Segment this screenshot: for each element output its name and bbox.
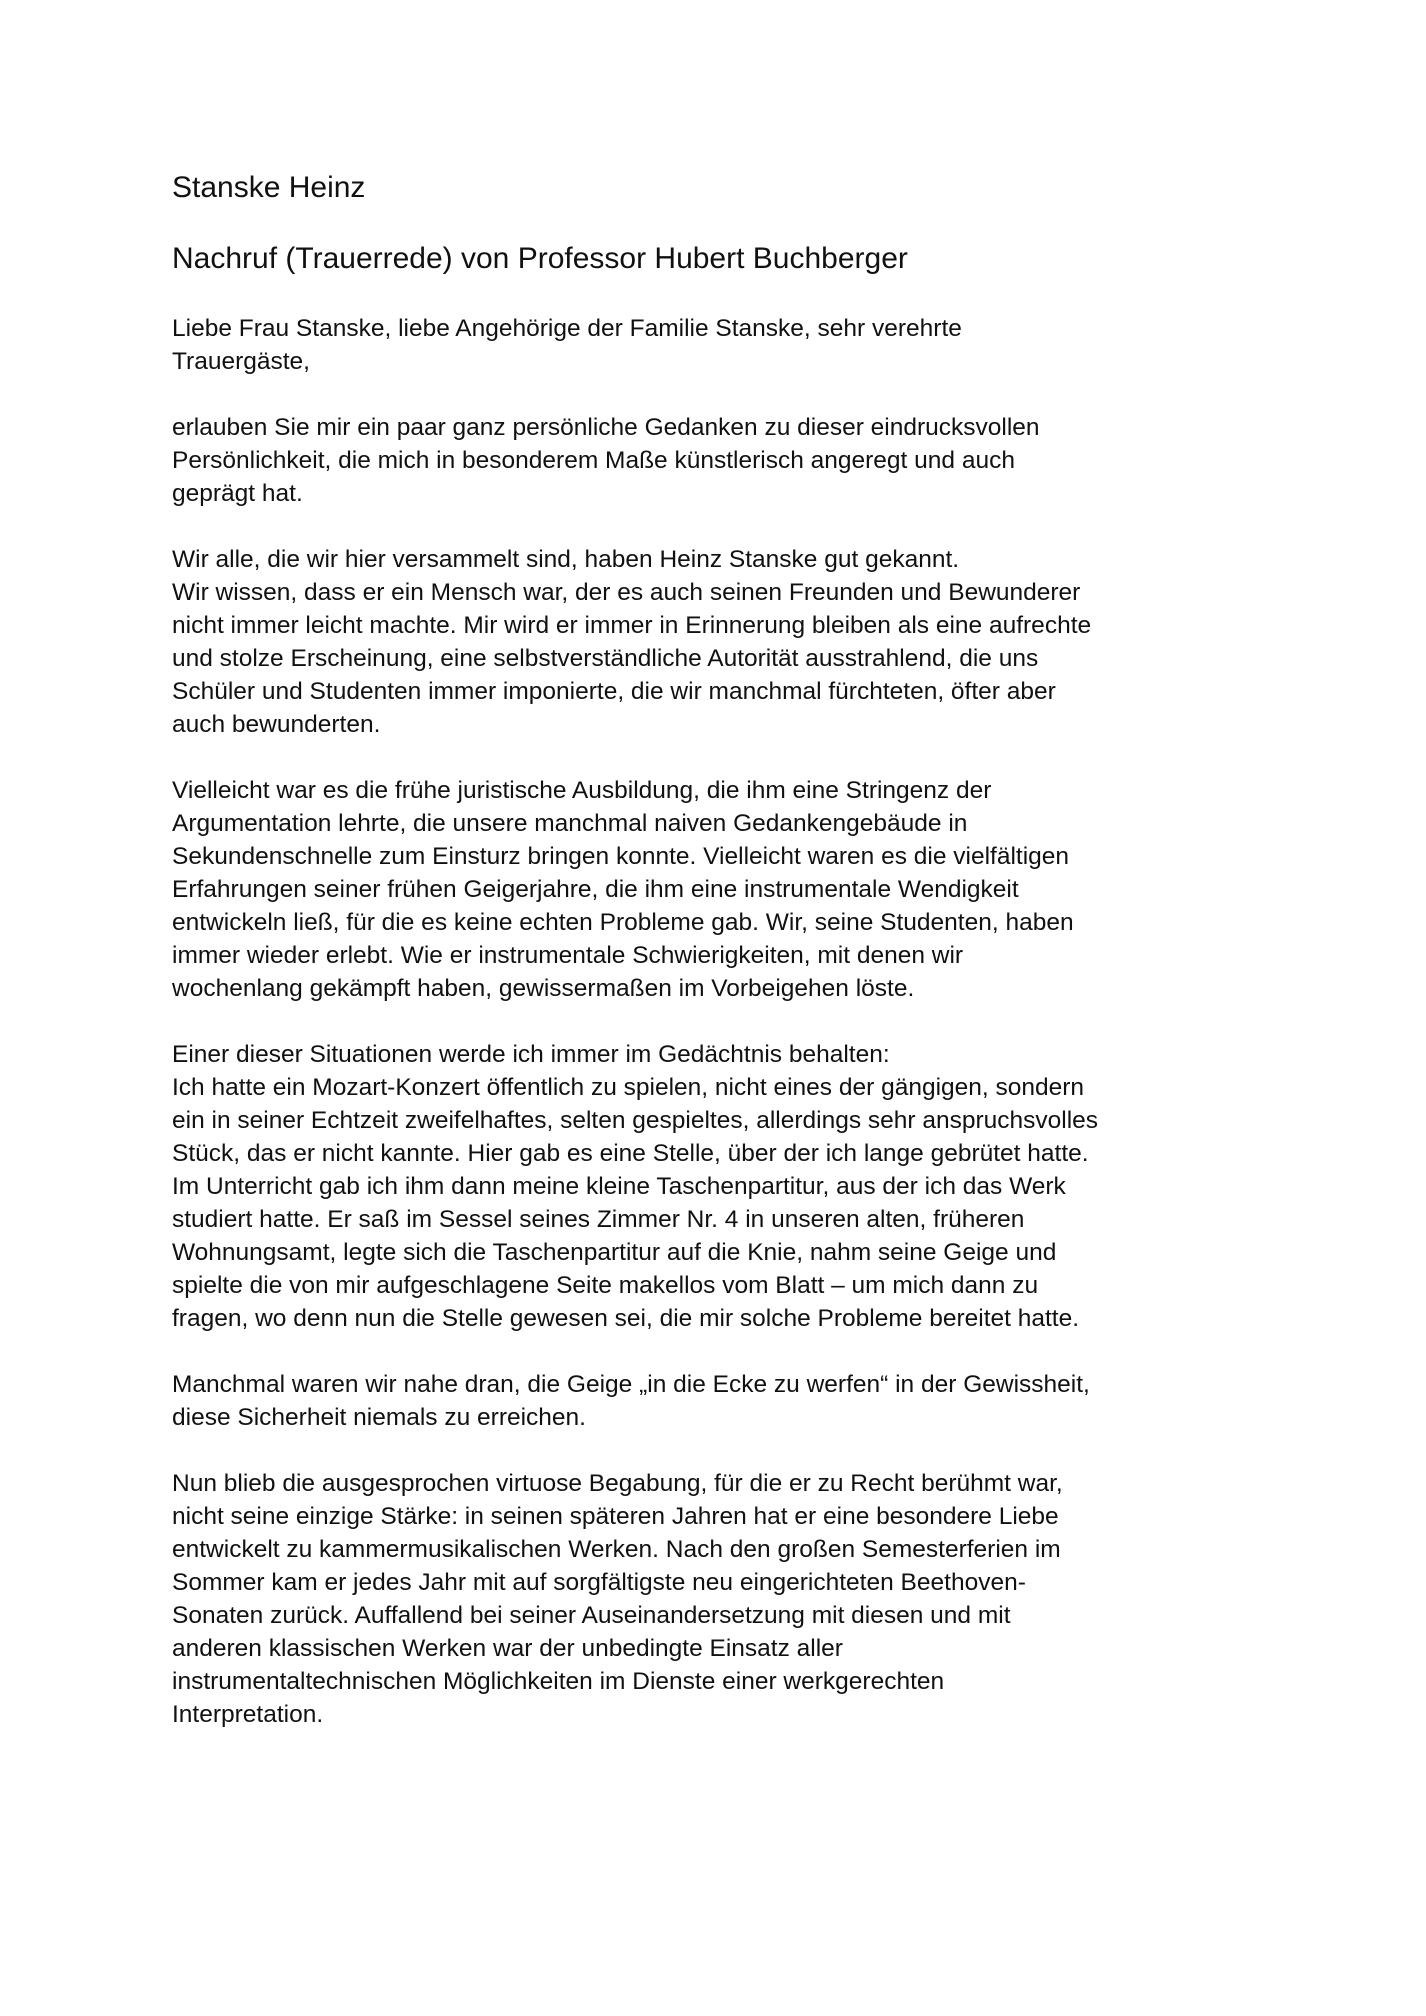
text-line: immer wieder erlebt. Wie er instrumentale Schwierigkeiten, mit denen wir bbox=[172, 942, 964, 969]
text-line: Ich hatte ein Mozart-Konzert öffentlich zu spielen, nicht eines der gängigen, sondern bbox=[172, 1074, 1085, 1101]
text-line: studiert hatte. Er saß im Sessel seines Zimmer Nr. 4 in unseren alten, früheren bbox=[172, 1206, 1025, 1233]
text-line: fragen, wo denn nun die Stelle gewesen sei, die mir solche Probleme bereitet hatte. bbox=[172, 1305, 1080, 1332]
text-line: Sommer kam er jedes Jahr mit auf sorgfältigste neu eingerichteten Beethoven- bbox=[172, 1569, 1026, 1596]
text-line: anderen klassischen Werken war der unbedingte Einsatz aller bbox=[172, 1635, 843, 1662]
text-line: Wohnungsamt, legte sich die Taschenpartitur auf die Knie, nahm seine Geige und bbox=[172, 1239, 1057, 1266]
text-line: spielte die von mir aufgeschlagene Seite makellos vom Blatt – um mich dann zu bbox=[172, 1272, 1039, 1299]
text-line: nicht immer leicht machte. Mir wird er immer in Erinnerung bleiben als eine aufrechte bbox=[172, 612, 1092, 639]
document-body bbox=[172, 312, 1292, 1731]
text-line: erlauben Sie mir ein paar ganz persönliche Gedanken zu dieser eindrucksvollen bbox=[172, 414, 1040, 441]
text-line: und stolze Erscheinung, eine selbstverständliche Autorität ausstrahlend, die uns bbox=[172, 645, 1039, 672]
text-line: instrumentaltechnischen Möglichkeiten im Dienste einer werkgerechten bbox=[172, 1668, 945, 1695]
paragraph bbox=[172, 312, 1292, 378]
text-line: Manchmal waren wir nahe dran, die Geige „in die Ecke zu werfen“ in der Gewissheit, bbox=[172, 1371, 1090, 1398]
paragraph bbox=[172, 543, 1292, 741]
text-line: wochenlang gekämpft haben, gewissermaßen im Vorbeigehen löste. bbox=[172, 975, 915, 1002]
paragraph bbox=[172, 1467, 1292, 1731]
text-line: Interpretation. bbox=[172, 1701, 324, 1728]
text-line: geprägt hat. bbox=[172, 480, 303, 507]
text-line: Wir wissen, dass er ein Mensch war, der es auch seinen Freunden und Bewunderer bbox=[172, 579, 1081, 606]
text-line: Persönlichkeit, die mich in besonderem Maße künstlerisch angeregt und auch bbox=[172, 447, 1015, 474]
text-line: Erfahrungen seiner frühen Geigerjahre, die ihm eine instrumentale Wendigkeit bbox=[172, 876, 1019, 903]
text-line: Liebe Frau Stanske, liebe Angehörige der Familie Stanske, sehr verehrte bbox=[172, 315, 962, 342]
paragraph bbox=[172, 1038, 1292, 1335]
text-line: Im Unterricht gab ich ihm dann meine kleine Taschenpartitur, aus der ich das Werk bbox=[172, 1173, 1066, 1200]
text-line: Wir alle, die wir hier versammelt sind, haben Heinz Stanske gut gekannt. bbox=[172, 546, 960, 573]
paragraph bbox=[172, 774, 1292, 1005]
text-line: Stück, das er nicht kannte. Hier gab es eine Stelle, über der ich lange gebrütet hatte. bbox=[172, 1140, 1089, 1167]
text-line: entwickeln ließ, für die es keine echten Probleme gab. Wir, seine Studenten, haben bbox=[172, 909, 1074, 936]
paragraph bbox=[172, 1368, 1292, 1434]
document-subtitle: Nachruf (Trauerrede) von Professor Hubert Buchberger bbox=[172, 242, 908, 275]
text-line: auch bewunderten. bbox=[172, 711, 381, 738]
document-title: Stanske Heinz bbox=[172, 171, 366, 204]
text-line: Sonaten zurück. Auffallend bei seiner Auseinandersetzung mit diesen und mit bbox=[172, 1602, 1011, 1629]
text-line: nicht seine einzige Stärke: in seinen späteren Jahren hat er eine besondere Liebe bbox=[172, 1503, 1059, 1530]
paragraph bbox=[172, 411, 1292, 510]
document-page bbox=[172, 168, 1292, 1764]
text-line: Trauergäste, bbox=[172, 348, 310, 375]
text-line: Argumentation lehrte, die unsere manchmal naiven Gedankengebäude in bbox=[172, 810, 968, 837]
text-line: Einer dieser Situationen werde ich immer im Gedächtnis behalten: bbox=[172, 1041, 890, 1068]
text-line: Vielleicht war es die frühe juristische Ausbildung, die ihm eine Stringenz der bbox=[172, 777, 992, 804]
text-line: diese Sicherheit niemals zu erreichen. bbox=[172, 1404, 586, 1431]
text-line: Sekundenschnelle zum Einsturz bringen konnte. Vielleicht waren es die vielfältigen bbox=[172, 843, 1070, 870]
text-line: ein in seiner Echtzeit zweifelhaftes, selten gespieltes, allerdings sehr anspruchsvolles bbox=[172, 1107, 1099, 1134]
text-line: Schüler und Studenten immer imponierte, die wir manchmal fürchteten, öfter aber bbox=[172, 678, 1056, 705]
text-line: Nun blieb die ausgesprochen virtuose Begabung, für die er zu Recht berühmt war, bbox=[172, 1470, 1063, 1497]
text-line: entwickelt zu kammermusikalischen Werken. Nach den großen Semesterferien im bbox=[172, 1536, 1061, 1563]
